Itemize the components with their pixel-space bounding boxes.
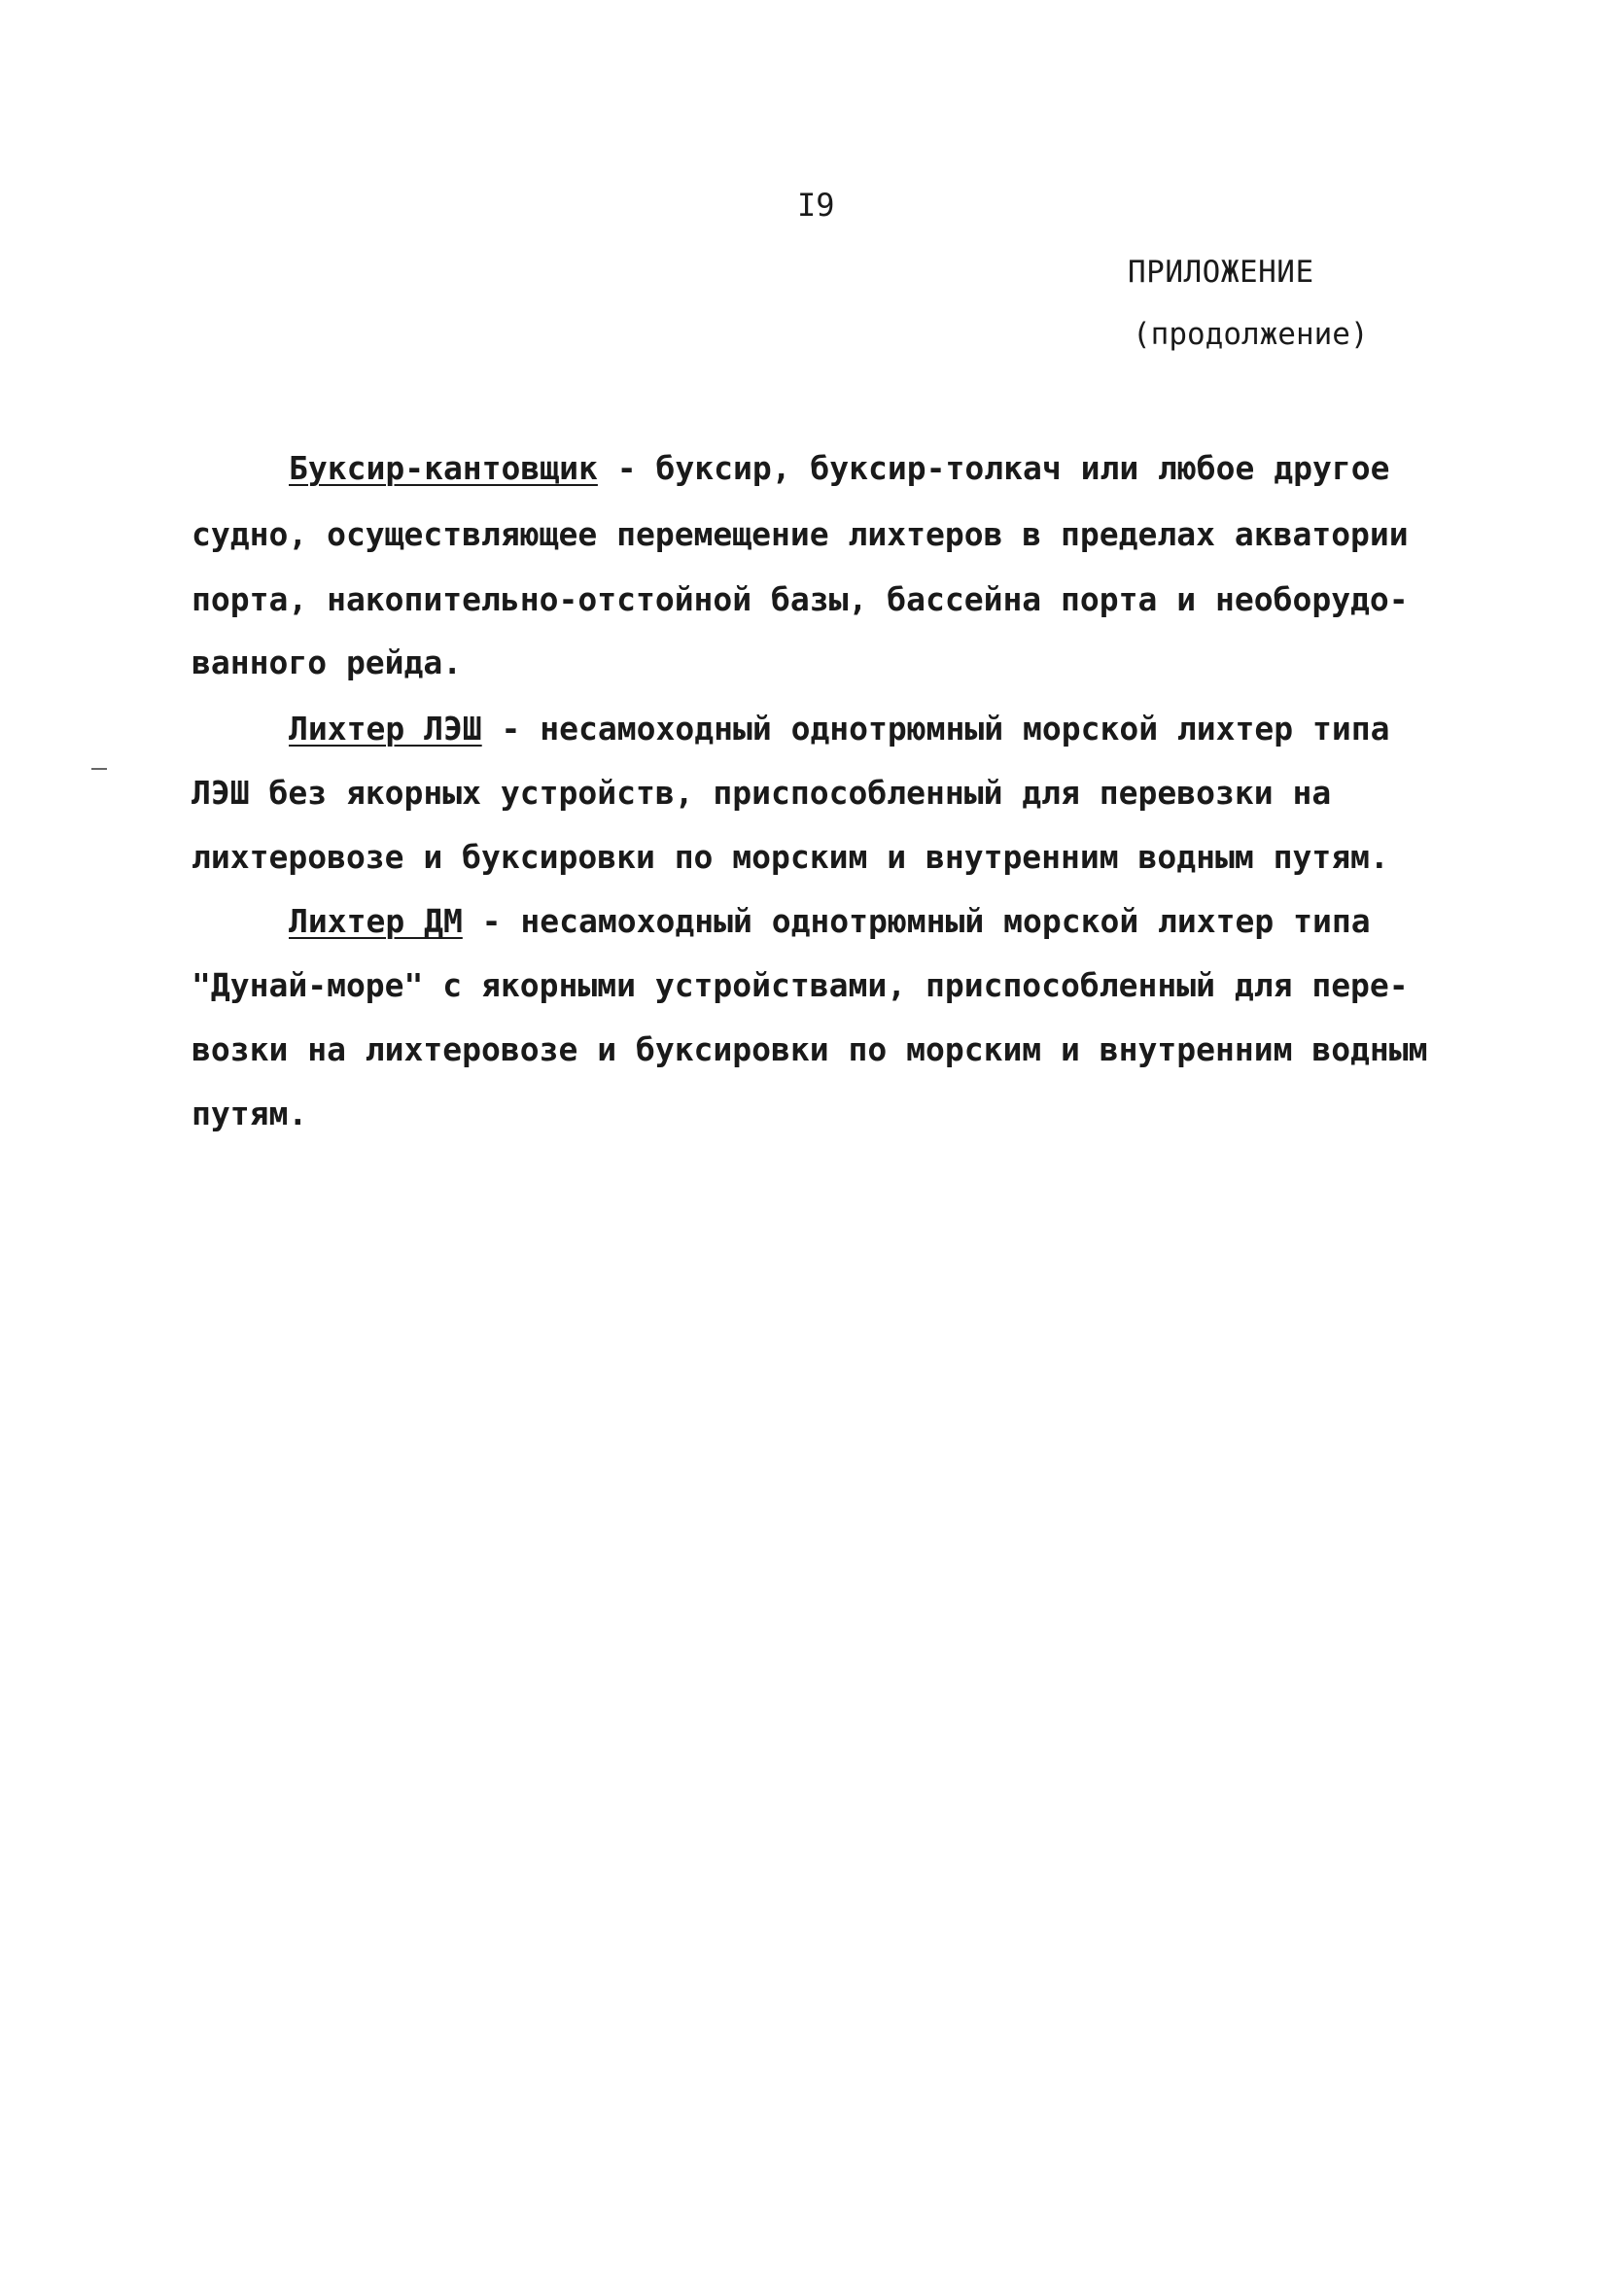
definition-2-line-2: ЛЭШ без якорных устройств, приспособленный для перевозки на [192,774,1332,812]
definition-1-line-3: порта, накопительно-отстойной базы, бассейна порта и необорудо- [192,580,1409,618]
definition-2-line-1 [289,710,1562,748]
page-number: I9 [797,187,835,224]
definition-3-line-1 [289,902,1562,941]
definition-2-term: Лихтер ЛЭШ [289,710,482,748]
definition-3-line-2: "Дунай-море" с якорными устройствами, приспособленный для пере- [192,966,1409,1004]
definition-2-line-3: лихтеровозе и буксировки по морским и внутренним водным путям. [192,838,1389,876]
margin-mark [91,768,107,770]
definition-2-text-1: - несамоходный однотрюмный морской лихтер типа [481,710,1390,748]
appendix-title: ПРИЛОЖЕНИЕ [1128,255,1314,290]
definition-3-term: Лихтер ДМ [289,902,463,940]
definition-1-text-1: - буксир, буксир-толкач или любое другое [597,449,1390,487]
definition-1-line-2: судно, осуществляющее перемещение лихтеров в пределах акватории [192,515,1409,553]
definition-1-line-1 [289,449,1562,488]
definition-3-line-4: путям. [192,1095,308,1132]
definition-3-line-3: возки на лихтеровозе и буксировки по морским и внутренним водным [192,1030,1428,1068]
definition-1-line-4: ванного рейда. [192,644,463,681]
definition-1-term: Буксир-кантовщик [289,449,598,487]
definition-3-text-1: - несамоходный однотрюмный морской лихтер типа [462,902,1371,940]
appendix-subtitle: (продолжение) [1133,317,1369,352]
